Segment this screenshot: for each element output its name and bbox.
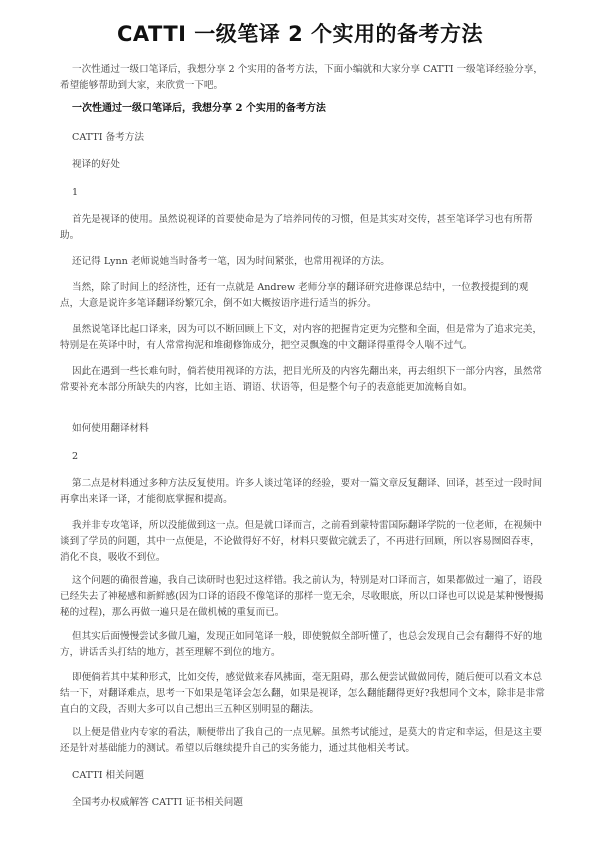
section-number-2: 2 <box>72 451 79 462</box>
body-paragraph: 但其实后面慢慢尝试多做几遍，发现正如同笔译一般，即使貌似全部听懂了，也总会发现自己会有翻得不好的地方，讲话舌头打结的地方，甚至理解不到位的地方。 <box>60 631 543 658</box>
body-paragraph: 以上便是借业内专家的看法，顺便带出了我自己的一点见解。虽然考试能过，是莫大的肯定和幸运，但是这主要还是针对基础能力的测试。希望以后继续提升自己的实务能力，通过其他相关考试。 <box>60 727 543 754</box>
intro-paragraph: 一次性通过一级口笔译后，我想分享 2 个实用的备考方法，下面小编就和大家分享 CATTI 一级笔译经验分享，希望能够帮助到大家，来欣赏一下吧。 <box>60 64 543 91</box>
body-paragraph: 还记得 Lynn 老师说她当时备考一笔，因为时间紧张，也常用视译的方法。 <box>72 256 390 267</box>
section-number-1: 1 <box>72 187 79 198</box>
body-paragraph: 第二点是材料通过多种方法反复使用。许多人谈过笔译的经验，要对一篇文章反复翻译、回译，甚至过一段时间再拿出来译一译，才能彻底掌握和提高。 <box>60 478 543 505</box>
body-paragraph: 我并非专攻笔译，所以没能做到这一点。但是就口译而言，之前看到蒙特雷国际翻译学院的一位老师，在视频中谈到了学员的问题，其中一点便是，不论做得好不好，材料只要做完就丢了，不再进行回顾，所以容易囫囵吞枣，消化不良，吸收不到位。 <box>60 520 543 563</box>
body-paragraph: 即便倘若其中某种形式，比如交传，感觉做来春风拂面，毫无阻碍，那么便尝试做做同传，随后便可以看文本总结一下，对翻译难点，思考一下如果是笔译会怎么翻，如果是视译，怎么翻能翻得更好?我想同个文本，除非是非常直白的文段，否则大多可以自己想出三五种区别明显的翻法。 <box>60 672 545 715</box>
body-paragraph: 这个问题的确很普遍，我自己读研时也犯过这样错。我之前认为，特别是对口译而言，如果都做过一遍了，语段已经失去了神秘感和新鲜感(因为口译的语段不像笔译的那样一览无余，尽收眼底，所以口译也可以说是某种慢慢揭秘的过程)，那么再做一遍只是在做机械的重复而已。 <box>60 575 544 618</box>
body-paragraph: 当然，除了时间上的经济性，还有一点就是 Andrew 老师分享的翻译研究进修课总结中，一位教授提到的观点，大意是说许多笔译翻译纷繁冗余，倒不如大概按语序进行适当的拆分。 <box>60 282 529 309</box>
section-heading-prep-methods: CATTI 备考方法 <box>72 132 144 143</box>
body-paragraph: 因此在遇到一些长难句时，倘若使用视译的方法，把目光所及的内容先翻出来，再去组织下一部分内容，虽然常常要补充本部分所缺失的内容，比如主语、谓语、状语等，但是整个句子的表意能更加流畅自如。 <box>60 366 543 393</box>
section-heading-related: CATTI 相关问题 <box>72 770 144 781</box>
body-paragraph: 首先是视译的使用。虽然说视译的首要使命是为了培养同传的习惯，但是其实对交传，甚至笔译学习也有所帮助。 <box>60 214 533 241</box>
bold-subtitle: 一次性通过一级口笔译后，我想分享 2 个实用的备考方法 <box>72 103 326 114</box>
related-link-text: 全国考办权威解答 CATTI 证书相关问题 <box>72 797 243 808</box>
section-heading-materials: 如何使用翻译材料 <box>72 423 149 434</box>
page-title: CATTI 一级笔译 2 个实用的备考方法 <box>116 22 484 46</box>
section-heading-sight-translation: 视译的好处 <box>72 159 120 170</box>
body-paragraph: 虽然说笔译比起口译来，因为可以不断回顾上下文，对内容的把握肯定更为完整和全面，但是常为了追求完美，特别是在英译中时，有人常常拘泥和堆砌修饰成分，把空灵飘逸的中文翻译得重得令人喘不过气。 <box>60 324 543 351</box>
